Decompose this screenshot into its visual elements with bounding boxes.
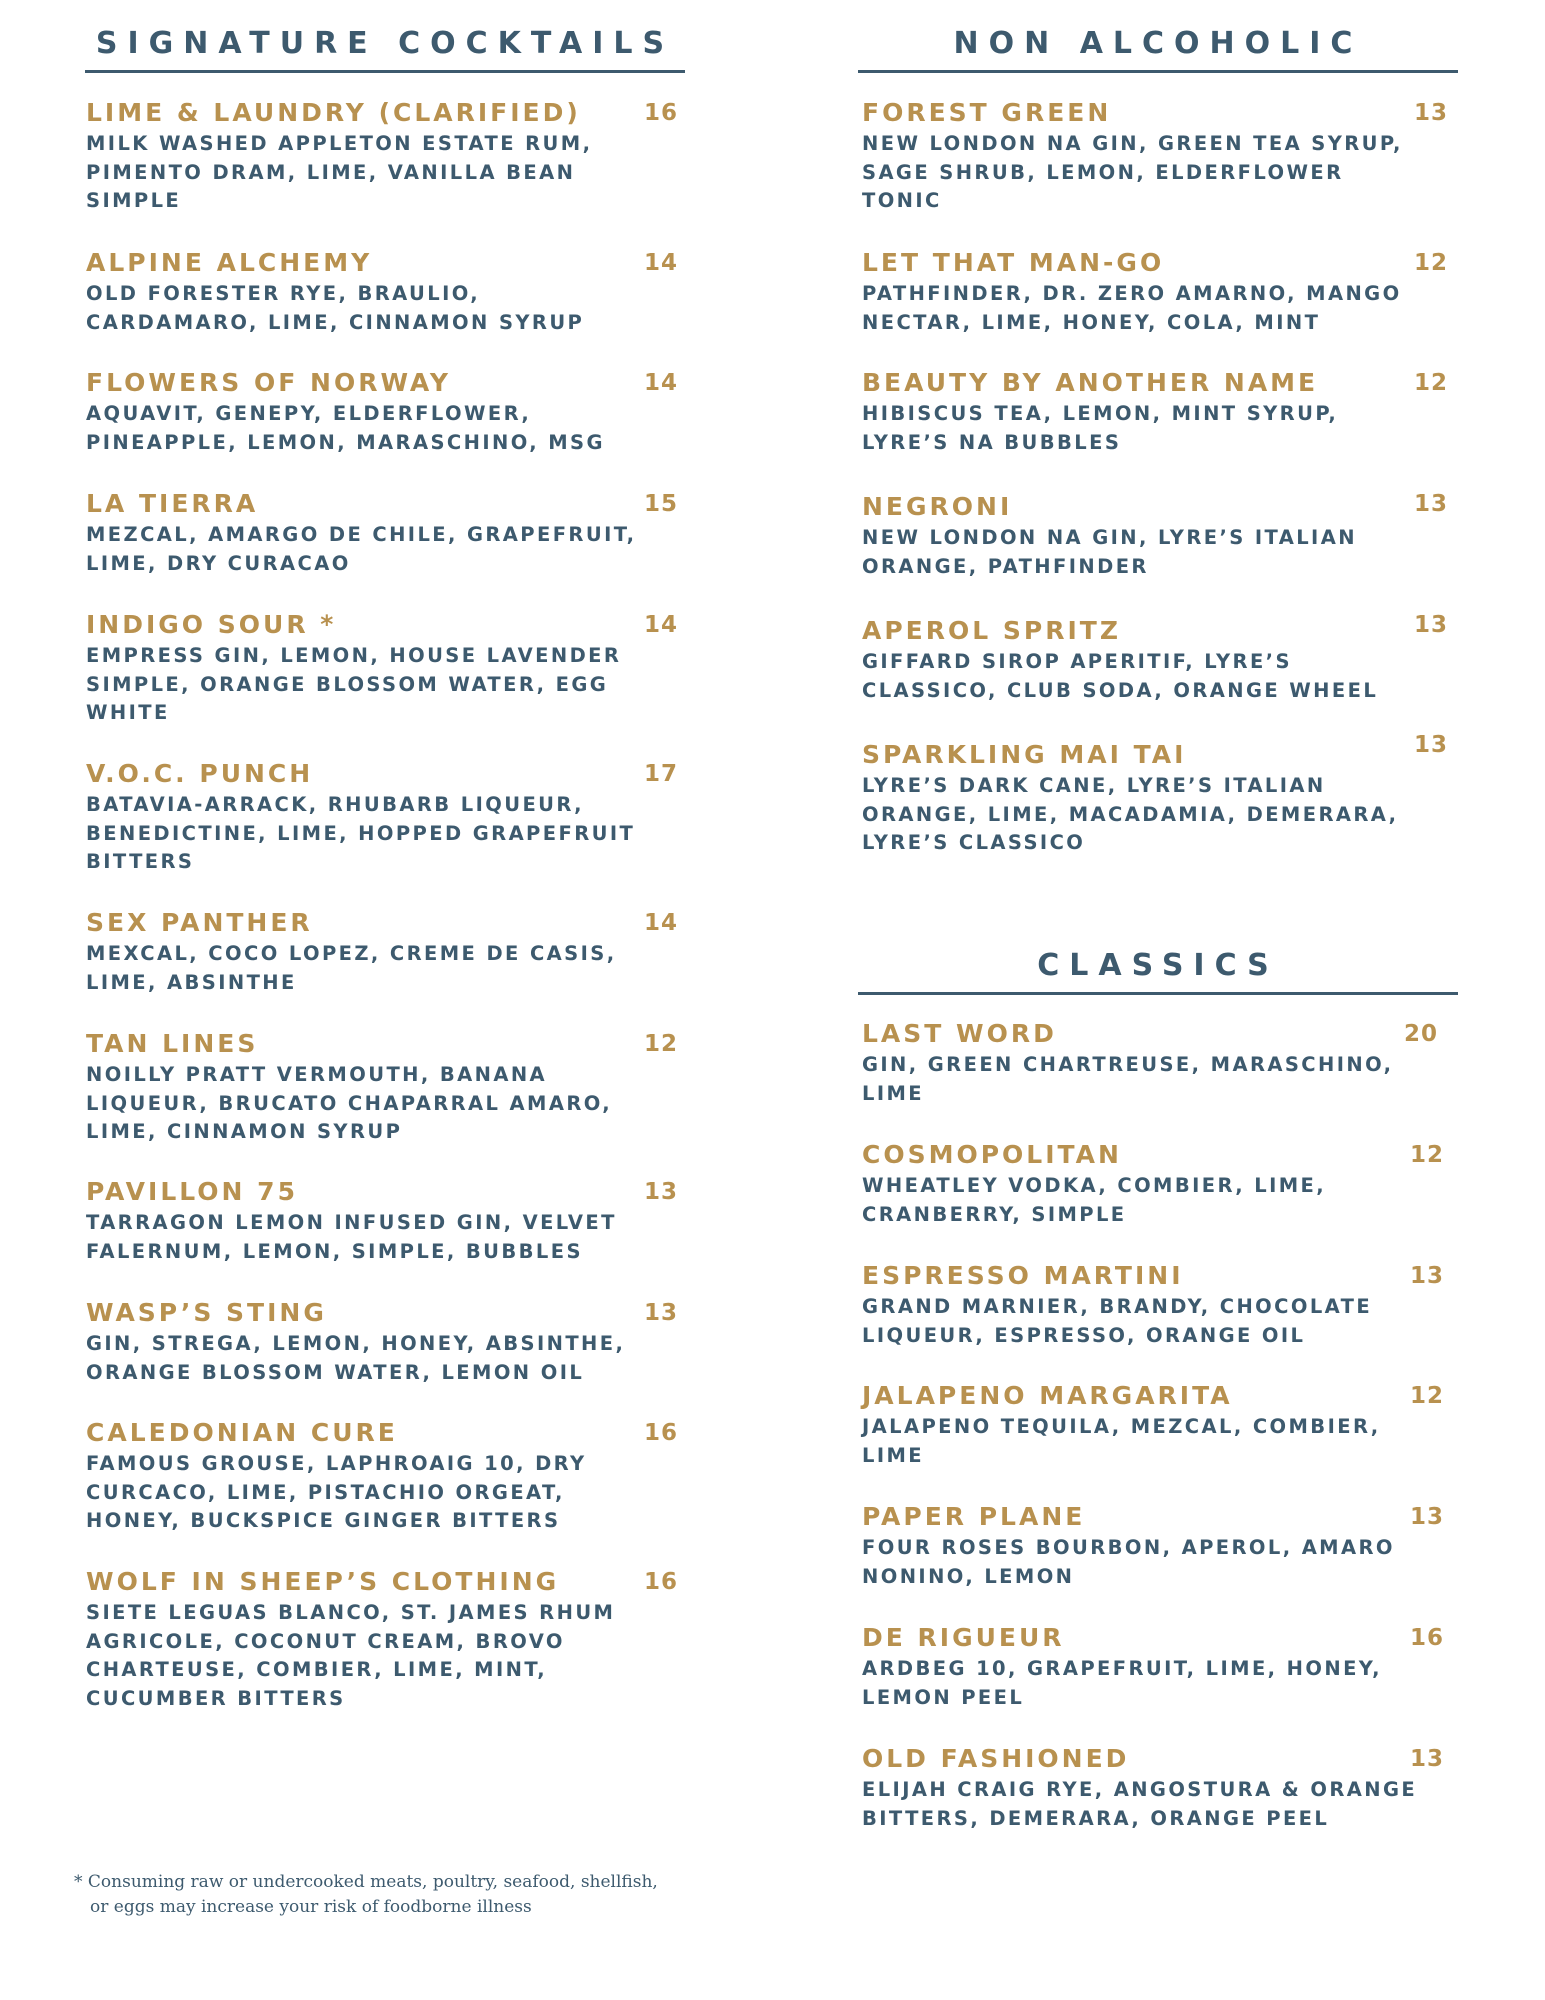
item-price: 16 [644, 1569, 679, 1595]
item-price: 12 [1410, 1142, 1445, 1168]
item-description: TARRAGON LEMON INFUSED GIN, VELVET FALERNUM, LEMON, SIMPLE, BUBBLES [86, 1211, 617, 1263]
item-description: GIN, STREGA, LEMON, HONEY, ABSINTHE, ORANGE BLOSSOM WATER, LEMON OIL [86, 1332, 626, 1384]
item-price: 14 [644, 370, 679, 396]
item-description: MEXCAL, COCO LOPEZ, CREME DE CASIS, LIME, ABSINTHE [86, 942, 617, 994]
item-name: FLOWERS OF NORWAY [86, 368, 451, 397]
item-description: BATAVIA-ARRACK, RHUBARB LIQUEUR, BENEDICTINE, LIME, HOPPED GRAPEFRUIT BITTERS [86, 793, 636, 873]
section-title: NON ALCOHOLIC [953, 26, 1363, 61]
section-title: CLASSICS [1037, 948, 1279, 983]
item-price: 16 [644, 1420, 679, 1446]
item-name: LA TIERRA [86, 489, 259, 518]
section-divider [85, 70, 685, 73]
item-name: NEGRONI [862, 492, 1013, 521]
item-description: HIBISCUS TEA, LEMON, MINT SYRUP, LYRE’S NA BUBBLES [862, 402, 1339, 454]
item-description: FOUR ROSES BOURBON, APEROL, AMARO NONINO, LEMON [862, 1536, 1395, 1588]
item-price: 13 [1414, 100, 1449, 126]
item-price: 13 [1410, 1504, 1445, 1530]
item-description: MILK WASHED APPLETON ESTATE RUM, PIMENTO DRAM, LIME, VANILLA BEAN SIMPLE [86, 132, 593, 212]
item-price: 12 [644, 1031, 679, 1057]
item-price: 13 [1410, 1746, 1445, 1772]
item-name: TAN LINES [86, 1029, 259, 1058]
item-name: V.O.C. PUNCH [86, 759, 314, 788]
item-price: 12 [1410, 1383, 1445, 1409]
item-price: 16 [1410, 1625, 1445, 1651]
item-name: SPARKLING MAI TAI [862, 740, 1187, 769]
item-price: 15 [644, 491, 679, 517]
item-name: APEROL SPRITZ [862, 616, 1121, 645]
item-name: WASP’S STING [86, 1298, 327, 1327]
item-name: COSMOPOLITAN [862, 1140, 1122, 1169]
item-price: 14 [644, 250, 679, 276]
item-name: SEX PANTHER [86, 908, 313, 937]
item-description: JALAPENO TEQUILA, MEZCAL, COMBIER, LIME [862, 1415, 1381, 1467]
item-description: FAMOUS GROUSE, LAPHROAIG 10, DRY CURCACO, LIME, PISTACHIO ORGEAT, HONEY, BUCKSPICE GINGER BITTERS [86, 1452, 587, 1532]
item-price: 12 [1414, 250, 1449, 276]
item-description: LYRE’S DARK CANE, LYRE’S ITALIAN ORANGE, LIME, MACADAMIA, DEMERARA, LYRE’S CLASSICO [862, 774, 1399, 854]
item-description: NEW LONDON NA GIN, LYRE’S ITALIAN ORANGE, PATHFINDER [862, 526, 1357, 578]
item-name: JALAPENO MARGARITA [862, 1381, 1233, 1410]
section-divider [858, 70, 1458, 73]
item-name: OLD FASHIONED [862, 1744, 1130, 1773]
item-description: NOILLY PRATT VERMOUTH, BANANA LIQUEUR, BRUCATO CHAPARRAL AMARO, LIME, CINNAMON SYRUP [86, 1063, 613, 1143]
footnote [74, 1870, 658, 1920]
item-price: 13 [644, 1179, 679, 1205]
item-name: BEAUTY BY ANOTHER NAME [862, 368, 1319, 397]
section-title: SIGNATURE COCKTAILS [95, 26, 675, 61]
item-price: 17 [644, 761, 679, 787]
item-price: 13 [1410, 1263, 1445, 1289]
item-price: 13 [644, 1300, 679, 1326]
item-name: LIME & LAUNDRY (CLARIFIED) [86, 98, 581, 127]
item-name: INDIGO SOUR * [86, 610, 337, 639]
item-description: ELIJAH CRAIG RYE, ANGOSTURA & ORANGE BITTERS, DEMERARA, ORANGE PEEL [862, 1778, 1418, 1830]
item-description: PATHFINDER, DR. ZERO AMARNO, MANGO NECTAR, LIME, HONEY, COLA, MINT [862, 282, 1402, 334]
item-name: PAVILLON 75 [86, 1177, 298, 1206]
item-price: 12 [1414, 370, 1449, 396]
item-price: 20 [1404, 1021, 1439, 1047]
item-description: EMPRESS GIN, LEMON, HOUSE LAVENDER SIMPLE, ORANGE BLOSSOM WATER, EGG WHITE [86, 644, 622, 724]
item-description: GIFFARD SIROP APERITIF, LYRE’S CLASSICO, CLUB SODA, ORANGE WHEEL [862, 650, 1379, 702]
item-name: ALPINE ALCHEMY [86, 248, 373, 277]
item-description: MEZCAL, AMARGO DE CHILE, GRAPEFRUIT, LIME, DRY CURACAO [86, 523, 637, 575]
item-price: 16 [644, 100, 679, 126]
section-divider [858, 992, 1458, 995]
item-name: LET THAT MAN-GO [862, 248, 1165, 277]
item-description: AQUAVIT, GENEPY, ELDERFLOWER, PINEAPPLE, LEMON, MARASCHINO, MSG [86, 402, 605, 454]
item-name: DE RIGUEUR [862, 1623, 1065, 1652]
item-name: ESPRESSO MARTINI [862, 1261, 1184, 1290]
item-price: 13 [1414, 491, 1449, 517]
item-price: 14 [644, 910, 679, 936]
item-name: CALEDONIAN CURE [86, 1418, 398, 1447]
footnote-line-1: * Consuming raw or undercooked meats, poultry, seafood, shellfish, [74, 1872, 658, 1892]
item-name: WOLF IN SHEEP’S CLOTHING [86, 1567, 560, 1596]
item-description: ARDBEG 10, GRAPEFRUIT, LIME, HONEY, LEMON PEEL [862, 1657, 1382, 1709]
footnote-line-2: or eggs may increase your risk of foodborne illness [90, 1897, 532, 1917]
item-description: SIETE LEGUAS BLANCO, ST. JAMES RHUM AGRICOLE, COCONUT CREAM, BROVO CHARTEUSE, COMBIER, LIME, MINT, CUCUMBER BITTERS [86, 1601, 616, 1710]
item-name: FOREST GREEN [862, 98, 1112, 127]
item-name: LAST WORD [862, 1019, 1057, 1048]
item-name: PAPER PLANE [862, 1502, 1086, 1531]
item-price: 13 [1414, 732, 1449, 758]
item-description: OLD FORESTER RYE, BRAULIO, CARDAMARO, LIME, CINNAMON SYRUP [86, 282, 585, 334]
item-description: NEW LONDON NA GIN, GREEN TEA SYRUP, SAGE SHRUB, LEMON, ELDERFLOWER TONIC [862, 132, 1403, 212]
item-description: GRAND MARNIER, BRANDY, CHOCOLATE LIQUEUR, ESPRESSO, ORANGE OIL [862, 1295, 1373, 1347]
item-price: 13 [1414, 612, 1449, 638]
item-description: GIN, GREEN CHARTREUSE, MARASCHINO, LIME [862, 1053, 1394, 1105]
item-price: 14 [644, 612, 679, 638]
item-description: WHEATLEY VODKA, COMBIER, LIME, CRANBERRY, SIMPLE [862, 1174, 1327, 1226]
